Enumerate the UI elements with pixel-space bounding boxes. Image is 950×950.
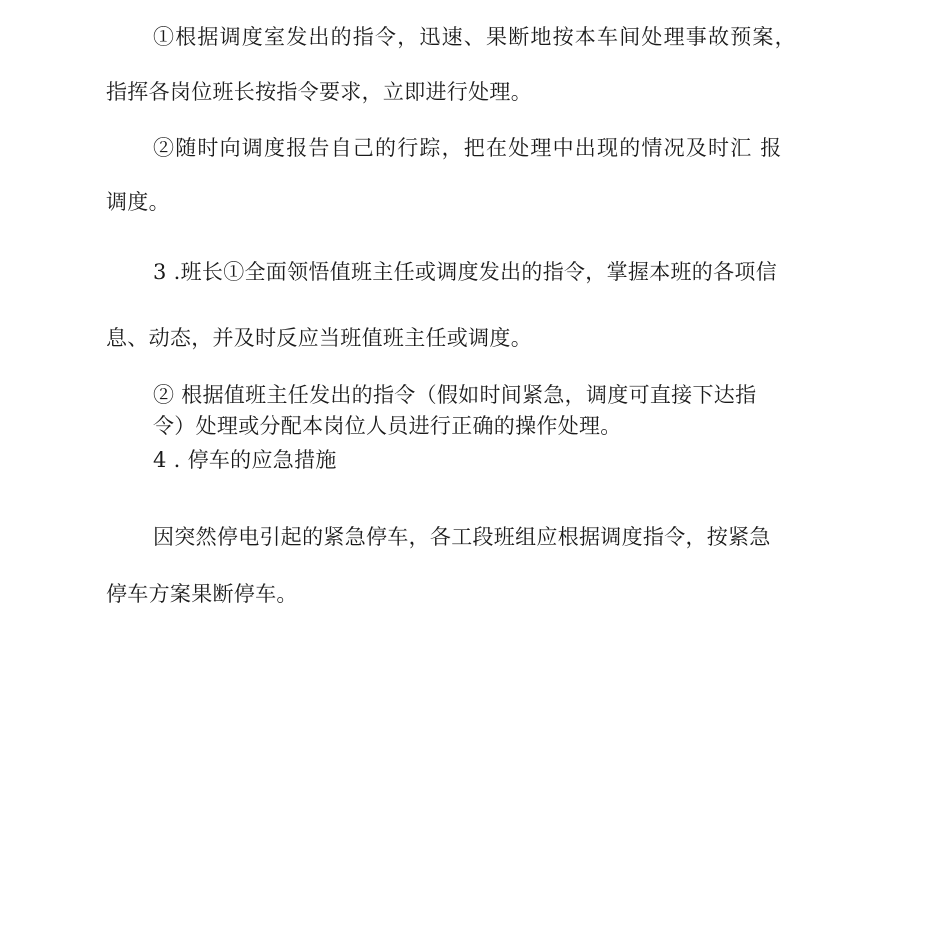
paragraph-line: 令）处理或分配本岗位人员进行正确的操作处理。 [153, 414, 622, 438]
section-heading-line: 4 . 停车的应急措施 [153, 448, 337, 472]
paragraph-line: 因突然停电引起的紧急停车，各工段班组应根据调度指令，按紧急 [153, 525, 771, 549]
paragraph-line: 停车方案果断停车。 [106, 582, 298, 606]
paragraph-line: ①根据调度室发出的指令，迅速、果断地按本车间处理事故预案， [153, 25, 797, 49]
paragraph-line: 息、动态，并及时反应当班值班主任或调度。 [106, 326, 532, 350]
section-heading-line: 3 .班长①全面领悟值班主任或调度发出的指令，掌握本班的各项信 [153, 260, 778, 284]
paragraph-line: 调度。 [106, 190, 170, 214]
paragraph-line: ② 根据值班主任发出的指令（假如时间紧急，调度可直接下达指 [153, 383, 757, 407]
paragraph-line: ②随时向调度报告自己的行踪，把在处理中出现的情况及时汇 报 [153, 136, 783, 160]
paragraph-line: 指挥各岗位班长按指令要求，立即进行处理。 [106, 80, 532, 104]
